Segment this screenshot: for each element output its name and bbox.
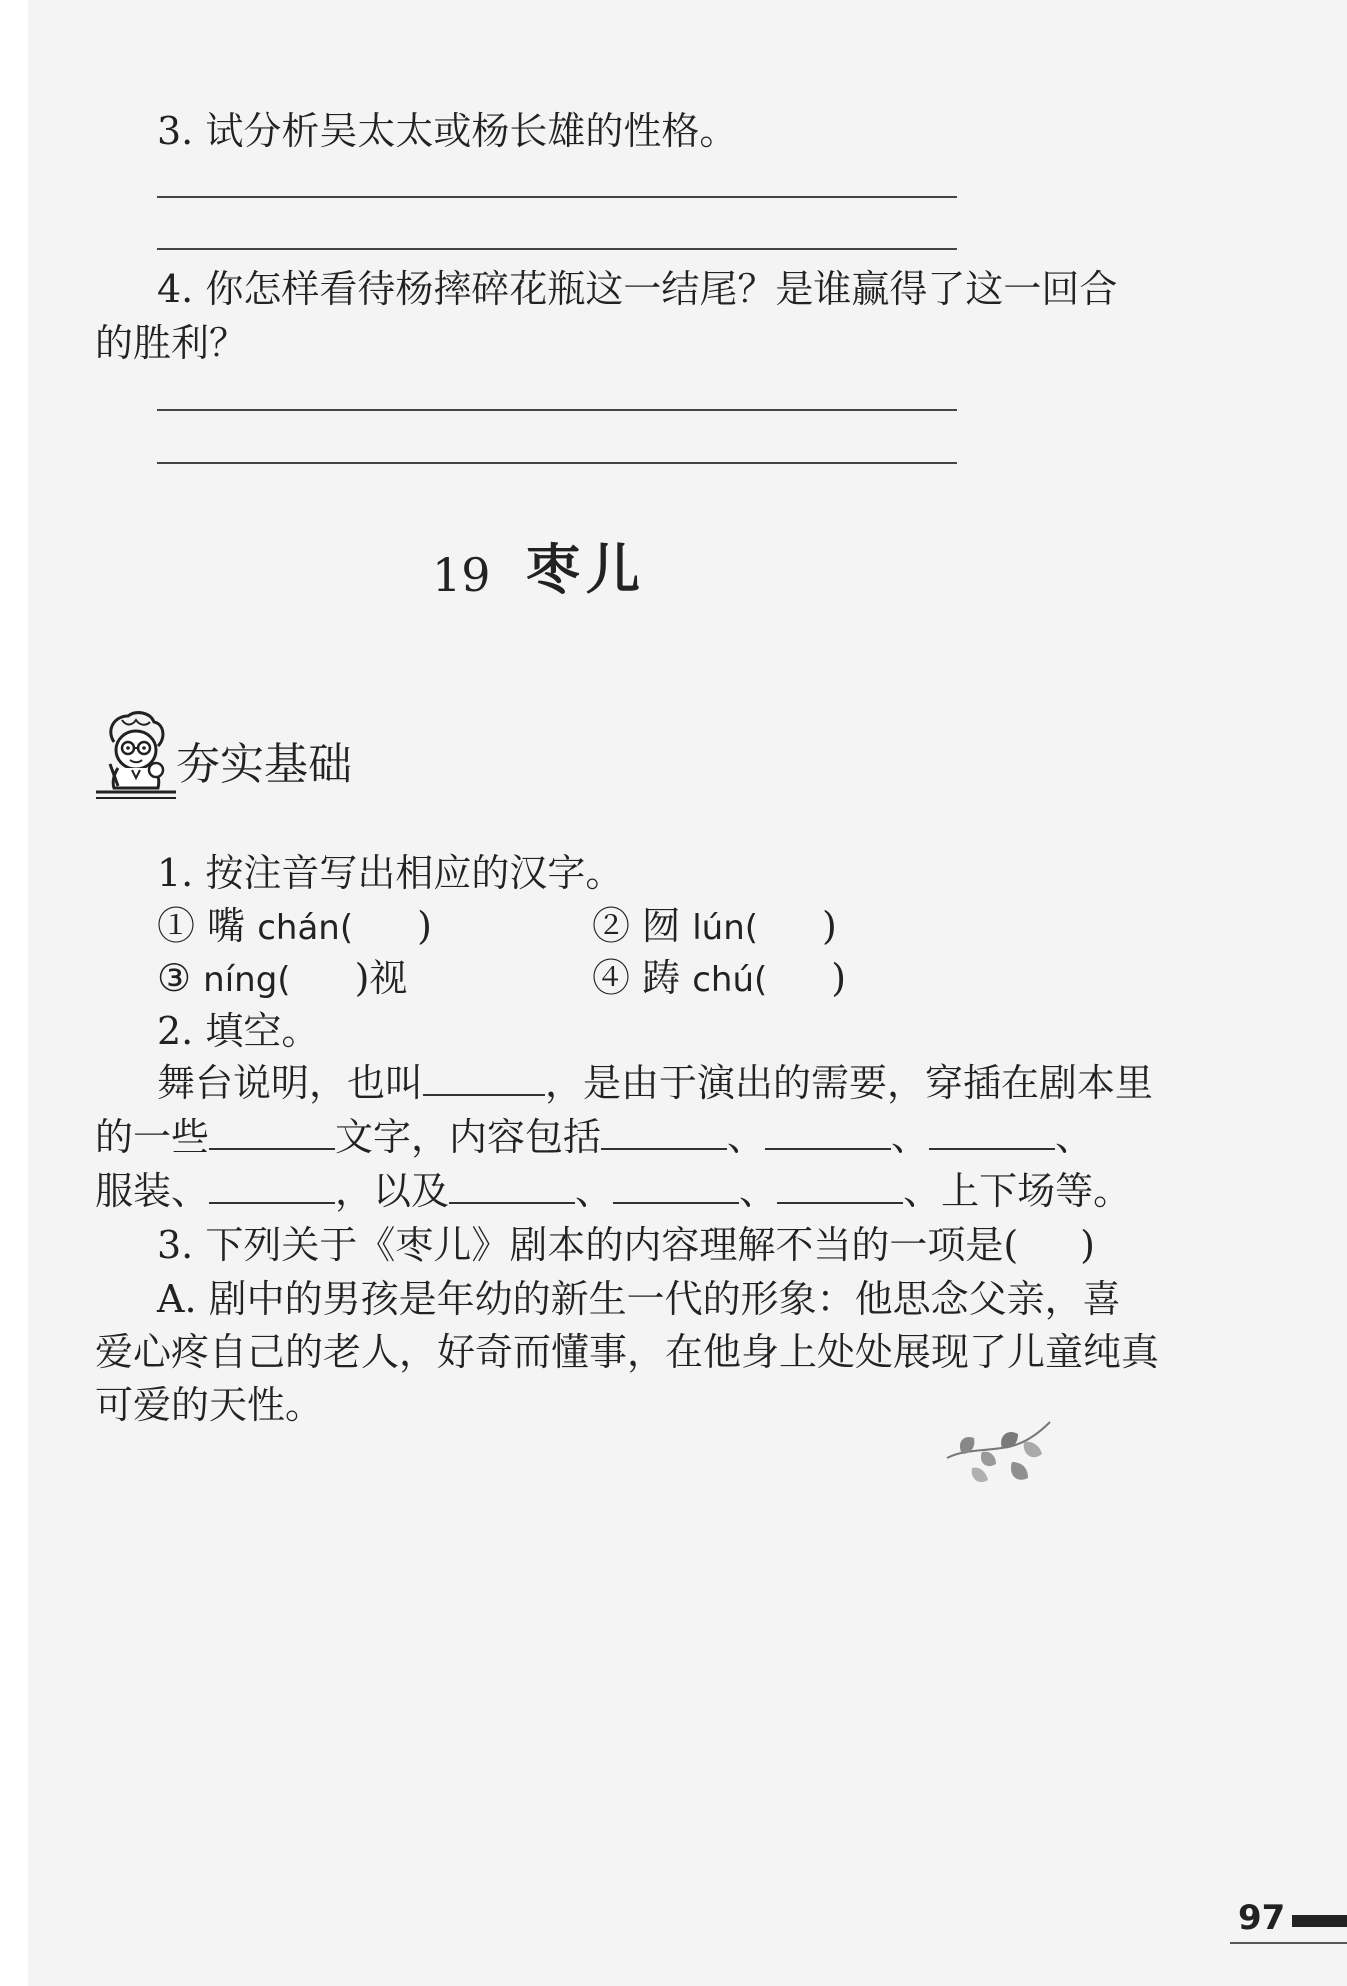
- item-number: ①: [157, 904, 196, 948]
- page-number-underline: [1230, 1942, 1347, 1944]
- lesson-number: 19: [432, 548, 491, 602]
- item-close-paren: ): [417, 904, 432, 948]
- item-number: ③: [157, 956, 192, 1000]
- lesson-title: 枣儿: [526, 537, 646, 601]
- fill-blank[interactable]: [929, 1114, 1055, 1150]
- answer-line[interactable]: [157, 248, 957, 250]
- fill-text: ，以及: [335, 1169, 450, 1213]
- fill-blank[interactable]: [449, 1168, 575, 1204]
- fill-blank-line-1: [157, 1060, 1153, 1106]
- separator: 、: [739, 1169, 778, 1213]
- exercise-1-prompt: 1. 按注音写出相应的汉字。: [157, 851, 624, 895]
- separator: 、: [891, 1115, 930, 1159]
- item-prefix-char: 踌: [642, 956, 681, 1000]
- page-number: 97: [1238, 1898, 1286, 1938]
- question-text: 3. 下列关于《枣儿》剧本的内容理解不当的一项是(: [157, 1223, 1019, 1267]
- exercise-3-prompt: [157, 1222, 1095, 1268]
- fill-text: 服装、: [95, 1169, 210, 1213]
- question-4-line1: 4. 你怎样看待杨摔碎花瓶这一结尾？是谁赢得了这一回合: [157, 267, 1118, 311]
- item-pinyin: lún(: [692, 908, 759, 948]
- item-pinyin: chú(: [692, 960, 768, 1000]
- section-title: 夯实基础: [176, 739, 352, 790]
- separator: 、: [727, 1115, 766, 1159]
- item-prefix-char: 嘴: [207, 904, 246, 948]
- fill-blank-line-3: [95, 1168, 1131, 1214]
- answer-line[interactable]: [157, 196, 957, 198]
- answer-line[interactable]: [157, 409, 957, 411]
- fill-blank[interactable]: [613, 1168, 739, 1204]
- fill-blank[interactable]: [209, 1114, 335, 1150]
- fill-text: 、上下场等。: [903, 1169, 1132, 1213]
- question-3-analyze-character: 3. 试分析吴太太或杨长雄的性格。: [157, 109, 738, 153]
- question-4-line2: 的胜利？: [95, 321, 248, 365]
- item-close-paren: ): [822, 904, 837, 948]
- option-a-line-1: A. 剧中的男孩是年幼的新生一代的形象：他思念父亲，喜: [157, 1277, 1121, 1321]
- exercise-2-prompt: 2. 填空。: [157, 1009, 320, 1053]
- fill-blank-line-2: [95, 1114, 1093, 1160]
- fill-text: 舞台说明，也叫: [157, 1061, 424, 1105]
- separator: 、: [575, 1169, 614, 1213]
- fill-blank[interactable]: [209, 1168, 335, 1204]
- fill-text: 文字，内容包括: [335, 1115, 602, 1159]
- option-a-line-2: 爱心疼自己的老人，好奇而懂事，在他身上处处展现了儿童纯真: [95, 1330, 1160, 1374]
- fill-blank[interactable]: [601, 1114, 727, 1150]
- item-close-paren: ): [354, 956, 370, 1000]
- leaf-decoration-icon: [942, 1418, 1052, 1498]
- separator: 、: [1055, 1115, 1094, 1159]
- item-prefix-char: 囫: [642, 904, 681, 948]
- pinyin-item-2: [592, 903, 837, 951]
- item-number: ④: [592, 956, 631, 1000]
- pinyin-item-1: [157, 903, 432, 951]
- page-number-bar: [1292, 1915, 1347, 1927]
- fill-blank[interactable]: [423, 1060, 545, 1096]
- item-pinyin: níng(: [203, 960, 291, 1000]
- item-suffix-char: 视: [369, 956, 408, 1000]
- item-close-paren: ): [831, 956, 847, 1000]
- answer-line[interactable]: [157, 462, 957, 464]
- close-paren: ): [1080, 1223, 1095, 1267]
- fill-text: 的一些: [95, 1115, 210, 1159]
- fill-blank[interactable]: [777, 1168, 903, 1204]
- fill-text: ，是由于演出的需要，穿插在剧本里: [545, 1061, 1154, 1105]
- item-pinyin: chán(: [257, 908, 354, 948]
- pinyin-item-4: [592, 955, 846, 1003]
- fill-blank[interactable]: [765, 1114, 891, 1150]
- pinyin-item-3: [157, 955, 407, 1003]
- item-number: ②: [592, 904, 631, 948]
- option-a-line-3: 可爱的天性。: [95, 1383, 324, 1427]
- studying-character-icon: [92, 708, 178, 800]
